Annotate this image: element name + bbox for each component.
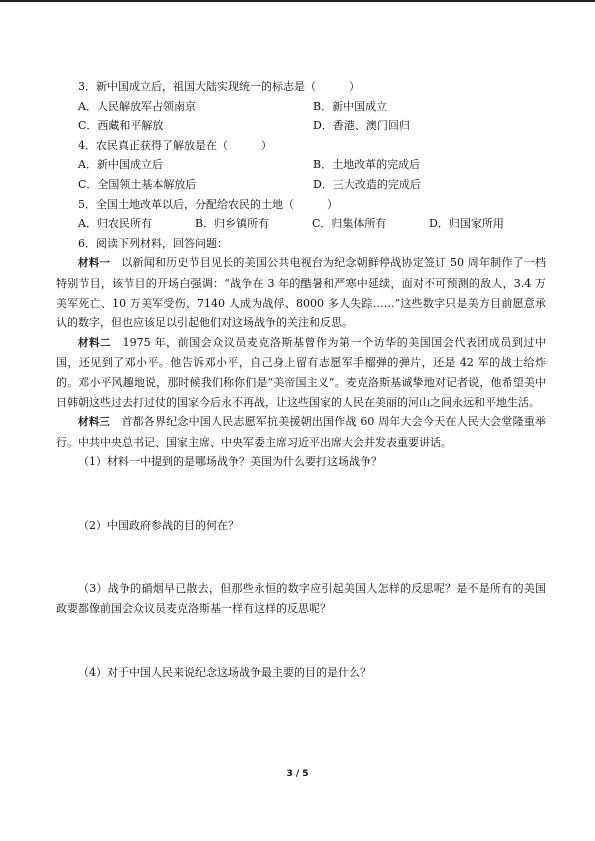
q3-option-b: B．新中国成立 xyxy=(313,99,388,113)
q5-option-d: D．归国家所用 xyxy=(429,217,504,231)
q4-options-row2 xyxy=(56,175,546,195)
q5-option-b: B．归乡镇所有 xyxy=(195,217,270,231)
answer-space-2 xyxy=(56,535,546,579)
q4-option-b: B．土地改革的完成后 xyxy=(313,158,421,172)
q3-stem: 3．新中国成立后，祖国大陆实现统一的标志是（ ） xyxy=(78,80,360,93)
q4-option-d: D．三大改造的完成后 xyxy=(313,177,421,191)
q4-options-row1 xyxy=(56,155,546,175)
q3-options-row1 xyxy=(56,97,546,117)
q5-stem: 5．全国土地改革以后，分配给农民的土地（ ） xyxy=(78,197,338,211)
q4-stem: 4．农民真正获得了解放是在（ ） xyxy=(78,138,272,152)
answer-space-1 xyxy=(56,472,546,516)
sub-question-1: （1）材料一中提到的是哪场战争？美国为什么要打这场战争？ xyxy=(78,455,382,469)
page-content xyxy=(56,77,546,682)
sub-question-4: （4）对于中国人民来说纪念这场战争最主要的目的是什么？ xyxy=(78,665,371,679)
sub-question-2: （2）中国政府参战的目的何在？ xyxy=(78,518,239,532)
material-1-text: 以新闻和历史节目见长的美国公共电视台为纪念朝鲜停战协定签订 50 周年制作了一档特别节目，该节目的开场白强调：“战争在 3 年的酷暑和严寒中延续，面对不可预测的敌人，3.4 万美军死亡、10 万美军受伤、7140 人成为战俘、8000 多人失踪……”这些数字只是美方目前愿意承认的数字，但也应该足以引起他们对这场战争的关注和反思。 xyxy=(56,256,546,330)
q5-option-a: A．归农民所有 xyxy=(78,217,152,231)
q3-option-d: D．香港、澳门回归 xyxy=(313,119,410,133)
material-3 xyxy=(56,412,546,452)
answer-space-3 xyxy=(56,619,546,663)
q3-option-c: C．西藏和平解放 xyxy=(78,119,164,133)
q4-option-c: C．全国领土基本解放后 xyxy=(78,177,197,191)
material-2-label: 材料二 xyxy=(78,336,112,349)
q6-stem: 6．阅读下列材料，回答问题： xyxy=(78,236,228,250)
top-rule xyxy=(0,0,595,2)
q4-option-a: A．新中国成立后 xyxy=(78,158,163,172)
material-3-label: 材料三 xyxy=(78,416,111,429)
material-1-label: 材料一 xyxy=(78,257,111,270)
material-3-text: 首都各界纪念中国人民志愿军抗美援朝出国作战 60 周年大会今天在人民大会堂隆重举行。中共中央总书记、国家主席、中央军委主席习近平出席大会并发表重要讲话。 xyxy=(56,415,546,449)
q5-options-row xyxy=(56,214,546,234)
q5-option-c: C．归集体所有 xyxy=(312,217,387,231)
q3-options-row2 xyxy=(56,116,546,136)
page-number: 3 / 5 xyxy=(286,769,309,779)
material-1 xyxy=(56,253,546,332)
material-2 xyxy=(56,333,546,412)
sub-question-3: （3）战争的硝烟早已散去，但那些永恒的数字应引起美国人怎样的反思呢？是不是所有的美国政要都像前国会众议员麦克洛斯基一样有这样的反思呢？ xyxy=(56,582,546,616)
material-2-text: 1975 年，前国会众议员麦克洛斯基曾作为第一个访华的美国国会代表团成员到过中国，还见到了邓小平。他告诉邓小平，自己身上留有志愿军手榴弹的弹片，还是 42 军的战士给炸的。邓小平风趣地说，那时候我们称你们是“美帝国主义”。麦克洛斯基诚挚地对记者说，他希望美中日韩朝这些过去打过仗的国家今后永不再战，让这些国家的人民在美丽的河山之间永远和平地生活。 xyxy=(56,335,547,409)
q3-option-a: A．人民解放军占领南京 xyxy=(78,99,196,113)
